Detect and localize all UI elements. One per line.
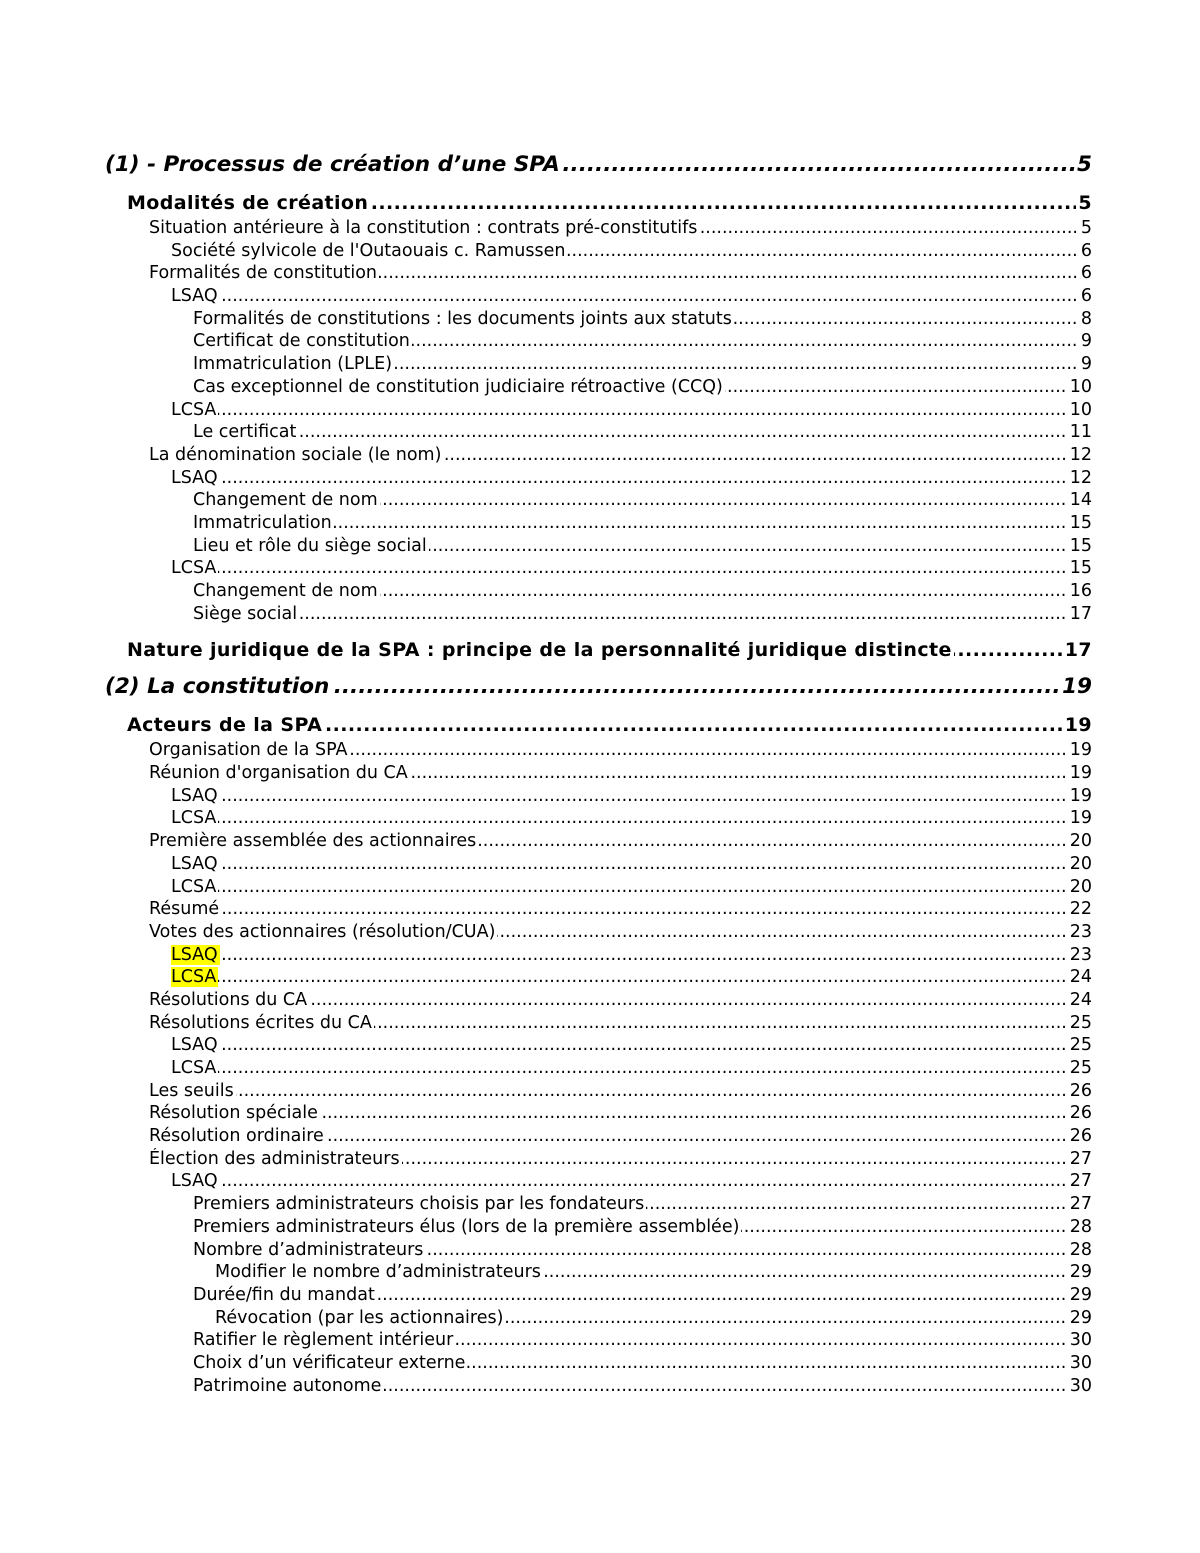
toc-entry-page: 15 — [1069, 512, 1092, 533]
toc-entry-title: LSAQ — [171, 286, 218, 307]
toc-entry-page: 25 — [1069, 1035, 1092, 1056]
toc-entry-title: Résumé — [149, 899, 220, 920]
toc-entry-title: Patrimoine autonome — [193, 1375, 382, 1396]
toc-entry[interactable] — [105, 262, 1092, 285]
toc-dot-leader — [171, 944, 1092, 967]
toc-entry-page: 30 — [1069, 1352, 1092, 1373]
toc-entry-page: 10 — [1069, 376, 1092, 397]
toc-dot-leader — [171, 467, 1092, 490]
toc-entry[interactable] — [105, 966, 1092, 989]
toc-entry[interactable] — [105, 762, 1092, 785]
toc-entry-title: Premiers administrateurs élus (lors de la première assemblée) — [193, 1216, 740, 1237]
toc-entry-title: Modifier le nombre d’administrateurs — [215, 1262, 541, 1283]
toc-entry-title: Formalités de constitutions : les documents joints aux statuts — [193, 308, 732, 329]
toc-entry-title: Votes des actionnaires (résolution/CUA) — [149, 921, 496, 942]
toc-entry-page: 10 — [1069, 399, 1092, 420]
toc-entry[interactable] — [105, 672, 1092, 702]
toc-entry-title: LCSA — [171, 1058, 217, 1078]
toc-entry-page: 26 — [1069, 1080, 1092, 1101]
toc-entry-title: Résolutions du CA — [149, 989, 308, 1010]
toc-entry[interactable] — [105, 603, 1092, 626]
toc-entry[interactable] — [105, 557, 1092, 580]
toc-entry-page: 12 — [1069, 467, 1092, 488]
toc-entry[interactable] — [105, 1148, 1092, 1171]
toc-entry[interactable] — [105, 512, 1092, 535]
toc-entry-title: Cas exceptionnel de constitution judiciaire rétroactive (CCQ) — [193, 376, 723, 397]
toc-entry[interactable] — [105, 785, 1092, 808]
toc-entry[interactable] — [105, 399, 1092, 422]
toc-entry[interactable] — [105, 1170, 1092, 1193]
toc-entry-title: Révocation (par les actionnaires) — [215, 1307, 504, 1328]
toc-entry[interactable] — [105, 944, 1092, 967]
toc-dot-leader — [193, 421, 1092, 444]
toc-entry-page: 19 — [1069, 740, 1092, 761]
toc-entry[interactable] — [105, 353, 1092, 376]
toc-entry-page: 22 — [1069, 899, 1092, 920]
toc-entry-title: Modalités de création — [127, 192, 369, 214]
toc-entry-title: Situation antérieure à la constitution : contrats pré-constitutifs — [149, 218, 698, 238]
toc-dot-leader — [171, 399, 1092, 422]
toc-entry-title: Nombre d’administrateurs — [193, 1239, 424, 1260]
toc-entry[interactable] — [105, 489, 1092, 512]
toc-dot-leader — [171, 876, 1092, 899]
toc-entry-title: Organisation de la SPA — [149, 740, 348, 761]
toc-entry-title: LCSA — [171, 399, 217, 420]
toc-entry-title: Ratifier le règlement intérieur — [193, 1330, 454, 1351]
toc-entry-title: Durée/fin du mandat — [193, 1284, 375, 1305]
toc-dot-leader — [171, 853, 1092, 876]
toc-dot-leader — [149, 1080, 1092, 1103]
toc-entry-page: 19 — [1069, 808, 1092, 829]
toc-entry-title: Acteurs de la SPA — [127, 714, 323, 737]
toc-entry[interactable] — [105, 1307, 1092, 1330]
toc-entry-page: 28 — [1069, 1216, 1092, 1237]
toc-entry[interactable] — [105, 308, 1092, 331]
toc-entry[interactable] — [105, 285, 1092, 308]
toc-entry-title: Lieu et rôle du siège social — [193, 535, 427, 556]
toc-entry-title: Nature juridique de la SPA : principe de la personnalité juridique distincte — [127, 639, 952, 662]
toc-entry-title: Formalités de constitution — [149, 263, 378, 284]
toc-entry[interactable] — [105, 989, 1092, 1012]
toc-entry-title: LCSA — [171, 967, 217, 988]
toc-entry-page: 6 — [1080, 286, 1092, 307]
toc-dot-leader — [171, 1057, 1092, 1080]
toc-entry[interactable] — [105, 807, 1092, 830]
toc-entry-page: 20 — [1069, 831, 1092, 852]
toc-entry-title: LSAQ — [171, 785, 218, 806]
toc-entry[interactable] — [105, 739, 1092, 762]
toc-entry-title: LSAQ — [171, 944, 218, 965]
toc-entry-page: 12 — [1069, 444, 1092, 465]
toc-entry[interactable] — [105, 712, 1092, 739]
toc-entry[interactable] — [105, 1375, 1092, 1398]
toc-entry-page: 20 — [1069, 853, 1092, 874]
toc-dot-leader — [171, 1034, 1092, 1057]
toc-entry-page: 9 — [1080, 354, 1092, 375]
toc-dot-leader — [171, 557, 1092, 580]
toc-entry[interactable] — [105, 376, 1092, 399]
toc-entry[interactable] — [105, 1352, 1092, 1375]
toc-entry-title: Réunion d'organisation du CA — [149, 763, 408, 784]
toc-entry-page: 26 — [1069, 1103, 1092, 1124]
toc-entry-title: Siège social — [193, 603, 298, 624]
toc-entry[interactable] — [105, 467, 1092, 490]
toc-entry-title: Les seuils — [149, 1080, 234, 1101]
toc-entry-page: 25 — [1069, 1012, 1092, 1033]
toc-entry-title: Élection des administrateurs — [149, 1148, 400, 1169]
toc-entry-page: 24 — [1069, 967, 1092, 988]
toc-entry-title: Résolution spéciale — [149, 1103, 318, 1124]
toc-entry-title: Changement de nom — [193, 581, 378, 601]
toc-entry-title: (1) - Processus de création d’une SPA — [105, 152, 560, 177]
toc-entry-page: 17 — [1063, 637, 1092, 664]
toc-entry-page: 25 — [1069, 1058, 1092, 1078]
toc-entry[interactable] — [105, 190, 1092, 217]
toc-entry-title: LCSA — [171, 876, 217, 897]
toc-entry[interactable] — [105, 1080, 1092, 1103]
toc-entry-title: LCSA — [171, 808, 217, 829]
toc-entry-title: Certificat de constitution — [193, 331, 410, 352]
toc-entry[interactable] — [105, 1261, 1092, 1284]
toc-entry-page: 15 — [1069, 558, 1092, 579]
toc-entry-title: Choix d’un vérificateur externe — [193, 1352, 466, 1373]
toc-entry[interactable] — [105, 921, 1092, 944]
toc-entry-page: 6 — [1080, 240, 1092, 261]
toc-entry-title: Résolutions écrites du CA — [149, 1012, 372, 1033]
toc-entry[interactable] — [105, 240, 1092, 263]
toc-entry[interactable] — [105, 1125, 1092, 1148]
toc-entry[interactable] — [105, 217, 1092, 240]
toc-entry-page: 14 — [1069, 490, 1092, 511]
toc-entry-title: LSAQ — [171, 467, 218, 488]
toc-entry-page: 30 — [1069, 1375, 1092, 1396]
toc-entry[interactable] — [105, 330, 1092, 353]
toc-entry-page: 9 — [1080, 331, 1092, 352]
toc-entry-title: Le certificat — [193, 422, 297, 443]
toc-dot-leader — [149, 898, 1092, 921]
toc-entry-page: 8 — [1080, 308, 1092, 329]
toc-entry[interactable] — [105, 1012, 1092, 1035]
toc-entry-page: 16 — [1069, 581, 1092, 601]
toc-entry-page: 5 — [1076, 190, 1092, 217]
toc-entry-title: La dénomination sociale (le nom) — [149, 444, 442, 465]
toc-entry[interactable] — [105, 580, 1092, 603]
toc-entry[interactable] — [105, 1034, 1092, 1057]
toc-entry-page: 27 — [1069, 1194, 1092, 1215]
toc-entry-page: 19 — [1060, 672, 1092, 702]
toc-entry-title: Société sylvicole de l'Outaouais c. Ramussen — [171, 240, 566, 261]
toc-entry[interactable] — [105, 1193, 1092, 1216]
toc-entry[interactable] — [105, 1239, 1092, 1262]
toc-entry-title: Premiers administrateurs choisis par les fondateurs — [193, 1194, 645, 1215]
toc-dot-leader — [171, 785, 1092, 808]
toc-entry-page: 5 — [1075, 150, 1092, 180]
toc-entry-page: 26 — [1069, 1126, 1092, 1147]
toc-entry[interactable] — [105, 830, 1092, 853]
toc-entry-title: LSAQ — [171, 1171, 218, 1192]
toc-entry-page: 11 — [1069, 422, 1092, 443]
toc-entry[interactable] — [105, 1216, 1092, 1239]
toc-entry[interactable] — [105, 1329, 1092, 1352]
toc-dot-leader — [171, 966, 1092, 989]
toc-entry-title: Immatriculation (LPLE) — [193, 354, 393, 375]
toc-entry-page: 5 — [1080, 218, 1092, 238]
toc-entry[interactable] — [105, 1284, 1092, 1307]
toc-entry[interactable] — [105, 1057, 1092, 1080]
toc-dot-leader — [171, 807, 1092, 830]
toc-entry-page: 6 — [1080, 263, 1092, 284]
toc-entry-page: 29 — [1069, 1284, 1092, 1305]
toc-entry-page: 15 — [1069, 535, 1092, 556]
toc-entry-title: Première assemblée des actionnaires — [149, 831, 477, 852]
toc-entry[interactable] — [105, 150, 1092, 180]
toc-entry-title: Résolution ordinaire — [149, 1126, 324, 1147]
toc-entry[interactable] — [105, 898, 1092, 921]
toc-entry-title: Changement de nom — [193, 490, 378, 511]
toc-entry[interactable] — [105, 853, 1092, 876]
toc-entry-page: 29 — [1069, 1262, 1092, 1283]
toc-entry-page: 28 — [1069, 1239, 1092, 1260]
toc-entry-page: 20 — [1069, 876, 1092, 897]
toc-entry[interactable] — [105, 421, 1092, 444]
toc-entry-title: LCSA — [171, 558, 217, 579]
table-of-contents — [105, 150, 1092, 1397]
toc-entry-page: 27 — [1069, 1171, 1092, 1192]
toc-entry-page: 30 — [1069, 1330, 1092, 1351]
toc-entry-page: 19 — [1069, 785, 1092, 806]
toc-entry-page: 29 — [1069, 1307, 1092, 1328]
toc-entry[interactable] — [105, 876, 1092, 899]
toc-entry[interactable] — [105, 535, 1092, 558]
toc-entry-page: 24 — [1069, 989, 1092, 1010]
toc-entry-title: LSAQ — [171, 1035, 218, 1056]
toc-entry-title: LSAQ — [171, 853, 218, 874]
toc-entry-page: 27 — [1069, 1148, 1092, 1169]
toc-entry-page: 19 — [1063, 712, 1092, 739]
toc-entry-page: 23 — [1069, 921, 1092, 942]
toc-entry[interactable] — [105, 1102, 1092, 1125]
toc-entry-title: (2) La constitution — [105, 674, 330, 700]
toc-dot-leader — [193, 603, 1092, 626]
toc-dot-leader — [171, 285, 1092, 308]
toc-entry[interactable] — [105, 444, 1092, 467]
toc-entry[interactable] — [105, 637, 1092, 664]
toc-entry-title: Immatriculation — [193, 512, 332, 533]
toc-entry-page: 23 — [1069, 944, 1092, 965]
toc-entry-page: 19 — [1069, 763, 1092, 784]
toc-dot-leader — [171, 1170, 1092, 1193]
toc-entry-page: 17 — [1069, 603, 1092, 624]
